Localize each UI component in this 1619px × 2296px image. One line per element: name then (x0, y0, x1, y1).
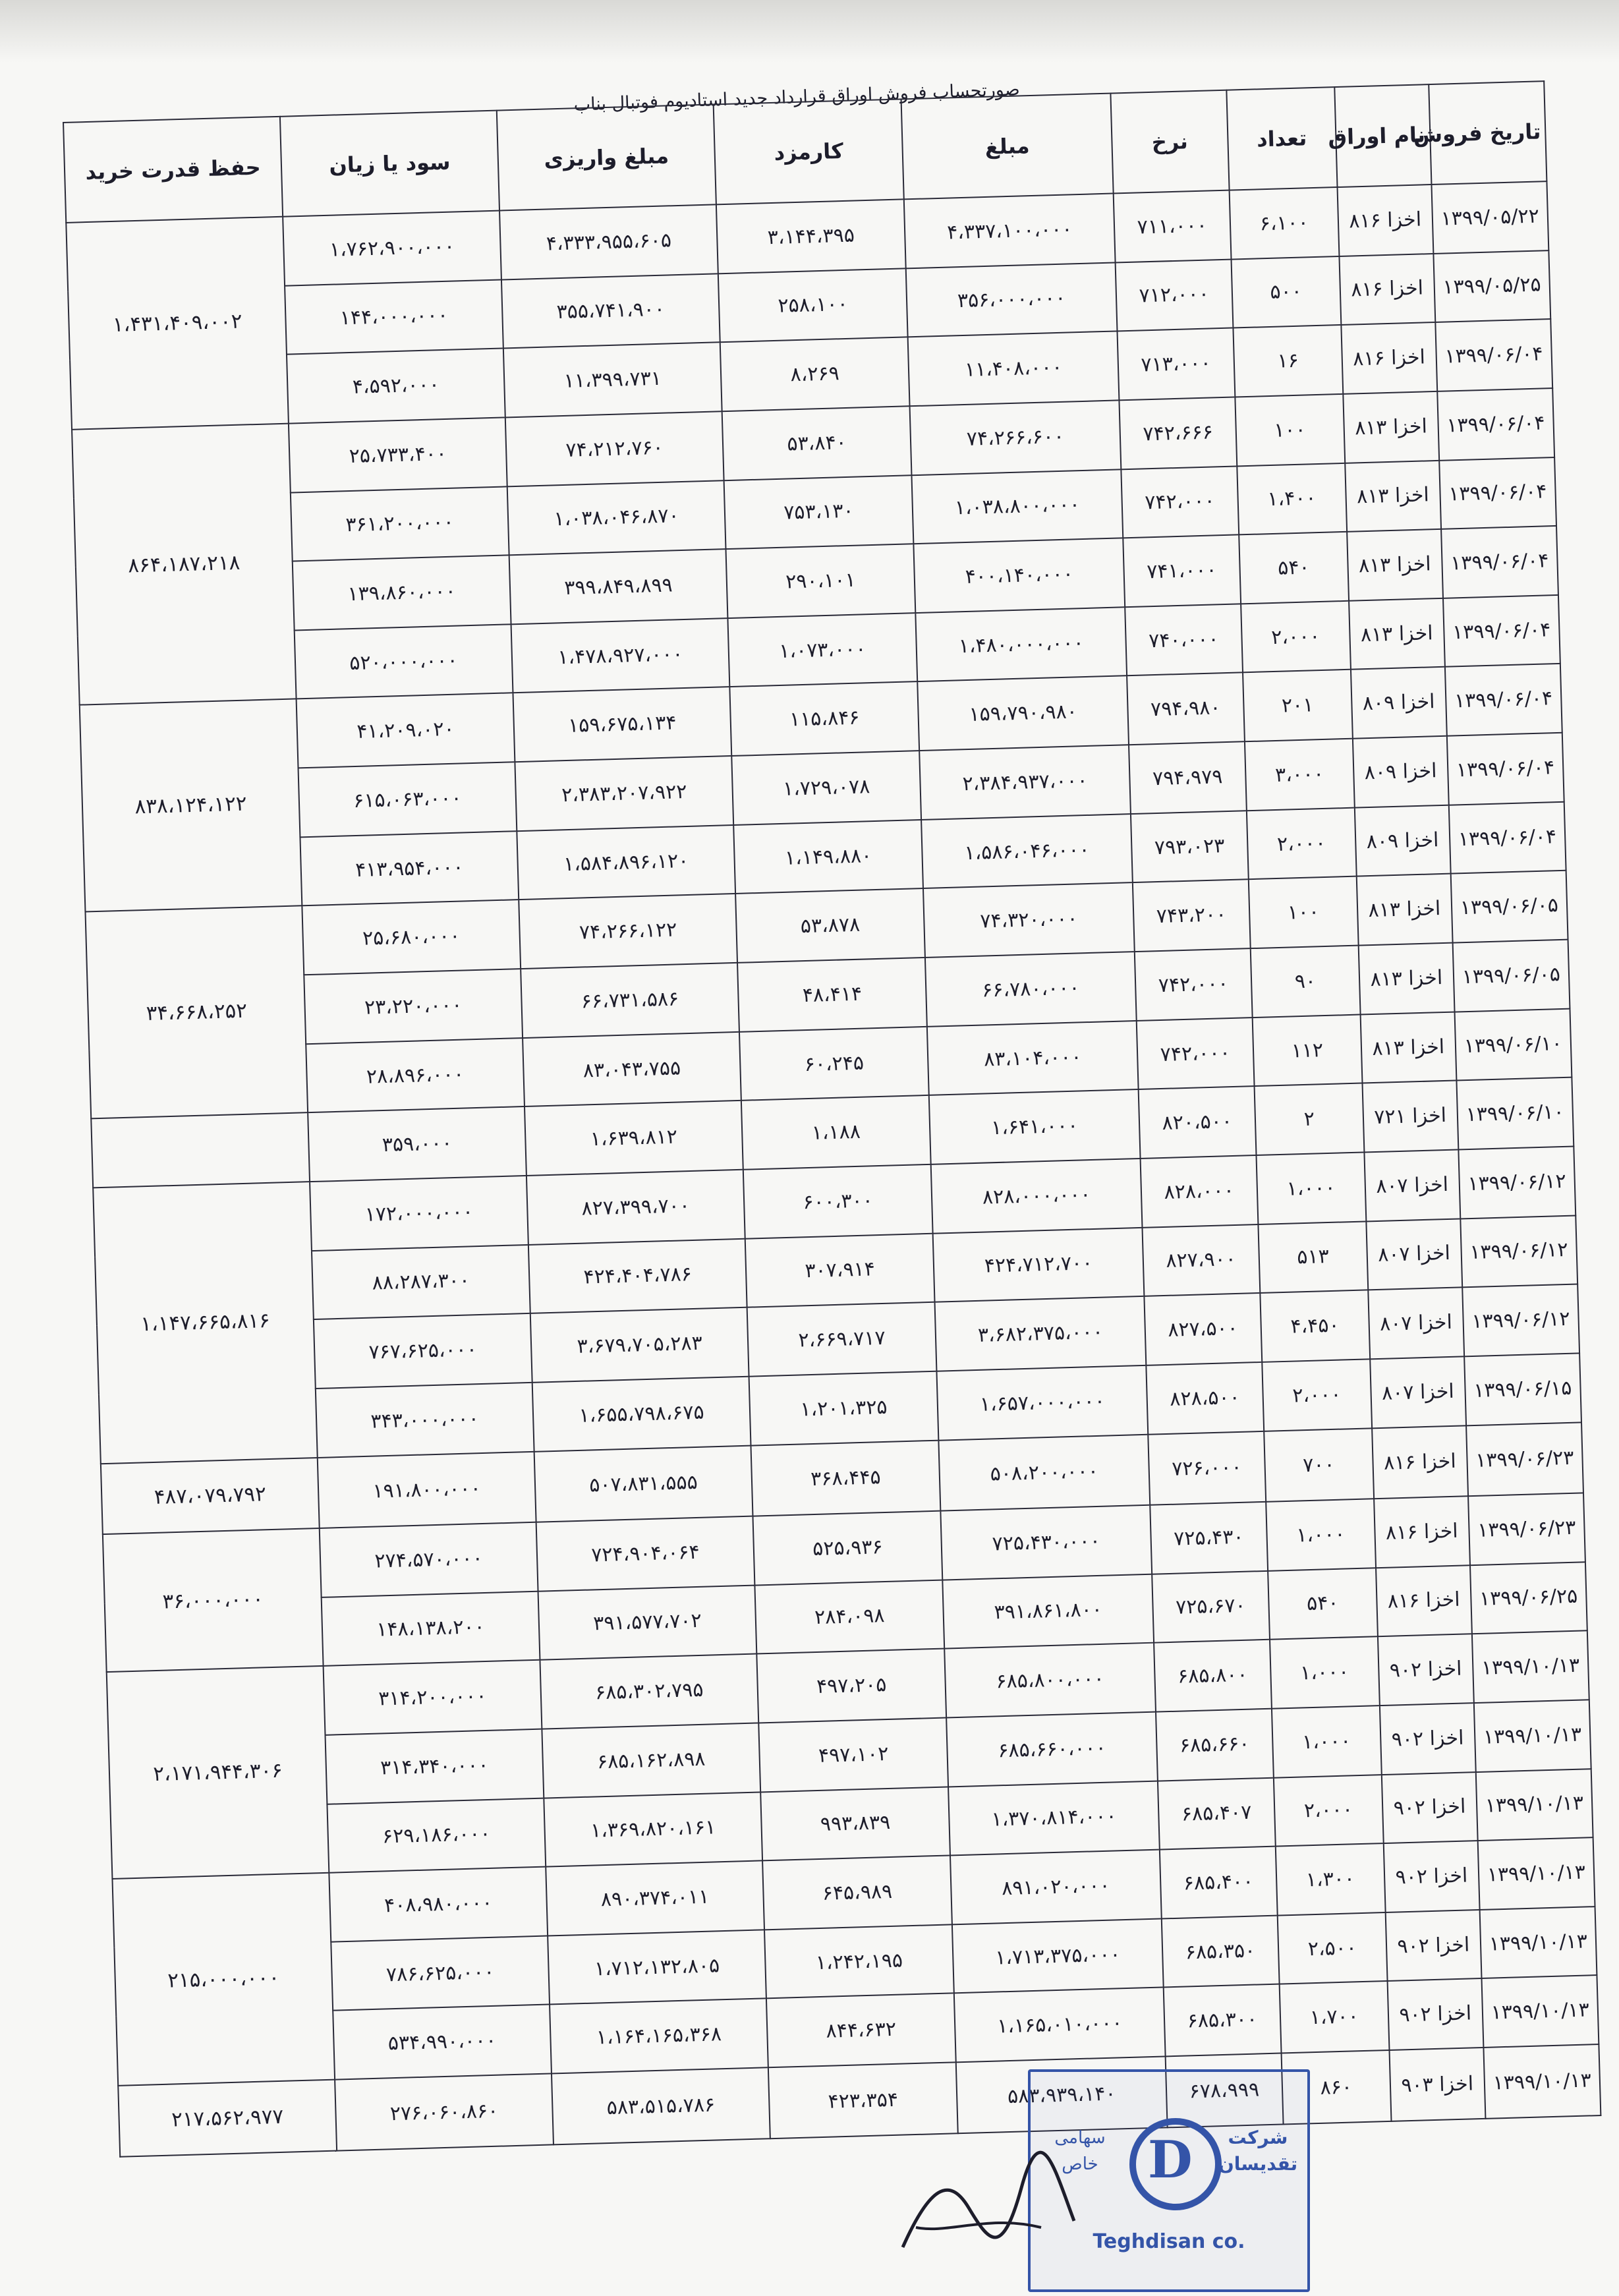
cell-amount: ۷۴،۳۲۰،۰۰۰ (923, 883, 1135, 958)
cell-date: ۱۳۹۹/۱۰/۱۳ (1481, 1976, 1599, 2048)
cell-count: ۱۰۰ (1235, 394, 1345, 466)
cell-date: ۱۳۹۹/۰۶/۰۵ (1450, 871, 1568, 942)
cell-amount: ۴۰۰،۱۴۰،۰۰۰ (913, 538, 1125, 613)
cell-rate: ۷۹۴،۹۸۰ (1127, 673, 1244, 745)
cell-fee: ۴۹۷،۱۰۲ (758, 1717, 948, 1792)
cell-date: ۱۳۹۹/۰۶/۰۴ (1437, 388, 1554, 460)
cell-count: ۲،۰۰۰ (1246, 807, 1356, 879)
cell-rate: ۷۱۳،۰۰۰ (1118, 328, 1235, 400)
cell-date: ۱۳۹۹/۰۵/۲۵ (1433, 250, 1550, 322)
cell-count: ۵۰۰ (1231, 256, 1341, 328)
cell-fee: ۵۲۵،۹۳۶ (753, 1511, 942, 1586)
cell-name: اخزا ۸۱۶ (1338, 185, 1433, 256)
cell-date: ۱۳۹۹/۰۶/۲۳ (1466, 1422, 1583, 1496)
cell-deposit: ۷۲۴،۹۰۴،۰۶۴ (536, 1516, 755, 1592)
cell-date: ۱۳۹۹/۰۵/۲۲ (1431, 181, 1548, 253)
cell-amount: ۸۳،۱۰۴،۰۰۰ (927, 1021, 1139, 1095)
cell-deposit: ۸۳،۰۴۳،۷۵۵ (523, 1032, 741, 1107)
header-name: نام اوراق (1334, 84, 1431, 187)
cell-date: ۱۳۹۹/۰۶/۰۴ (1439, 457, 1556, 529)
cell-name: اخزا ۸۱۶ (1341, 322, 1436, 394)
cell-profit: ۴،۵۹۲،۰۰۰ (287, 349, 505, 424)
document-title: صورتحساب فروش اوراق قرارداد جدید استادیوم فوتبال بناب (573, 79, 1021, 115)
table-body (66, 181, 1601, 2157)
cell-reserve: ۱،۴۳۱،۴۰۹،۰۰۲ (66, 217, 289, 430)
cell-profit: ۳۴۳،۰۰۰،۰۰۰ (316, 1383, 534, 1458)
cell-rate: ۷۴۱،۰۰۰ (1123, 535, 1240, 607)
cell-profit: ۶۲۹،۱۸۶،۰۰۰ (327, 1798, 546, 1873)
cell-date: ۱۳۹۹/۰۶/۱۲ (1458, 1147, 1576, 1219)
cell-deposit: ۳۹۹،۸۴۹،۸۹۹ (509, 549, 728, 624)
cell-rate: ۷۴۳،۲۰۰ (1133, 880, 1250, 952)
cell-fee: ۲۸۴،۰۹۸ (754, 1580, 944, 1654)
cell-name: اخزا ۸۱۳ (1349, 598, 1444, 670)
cell-name: اخزا ۸۱۳ (1345, 460, 1440, 532)
cell-fee: ۱۱۵،۸۴۶ (729, 682, 919, 757)
cell-profit: ۱،۷۶۲،۹۰۰،۰۰۰ (283, 211, 501, 286)
cell-fee: ۱،۰۷۳،۰۰۰ (727, 613, 917, 687)
cell-fee: ۷۵۳،۱۳۰ (724, 475, 914, 550)
cell-date: ۱۳۹۹/۰۶/۱۵ (1464, 1353, 1581, 1425)
cell-profit: ۱۳۹،۸۶۰،۰۰۰ (293, 556, 511, 631)
cell-amount: ۸۹۱،۰۲۰،۰۰۰ (950, 1850, 1162, 1924)
cell-deposit: ۸۹۰،۳۷۴،۰۱۱ (546, 1861, 764, 1936)
header-profit: سود یا زیان (280, 111, 499, 217)
cell-profit: ۷۸۶،۶۲۵،۰۰۰ (331, 1936, 550, 2011)
cell-rate: ۶۸۵،۸۰۰ (1154, 1640, 1271, 1711)
cell-rate: ۸۲۸،۵۰۰ (1146, 1362, 1263, 1434)
cell-rate: ۷۹۳،۰۲۳ (1131, 811, 1248, 882)
cell-amount: ۱،۶۴۱،۰۰۰ (929, 1089, 1141, 1164)
cell-name: اخزا ۸۰۷ (1370, 1356, 1465, 1428)
cell-rate: ۷۲۵،۶۷۰ (1152, 1570, 1269, 1642)
cell-rate: ۷۴۲،۰۰۰ (1137, 1018, 1254, 1089)
cell-deposit: ۲،۳۸۳،۲۰۷،۹۲۲ (515, 756, 733, 831)
cell-date: ۱۳۹۹/۰۶/۱۰ (1454, 1008, 1572, 1080)
cell-fee: ۱،۲۴۲،۱۹۵ (764, 1924, 954, 1999)
cell-profit: ۳۶۱،۲۰۰،۰۰۰ (291, 486, 509, 561)
cell-profit: ۴۱۳،۹۵۴،۰۰۰ (300, 831, 519, 906)
cell-fee: ۱،۷۲۹،۰۷۸ (731, 751, 921, 825)
cell-name: اخزا ۹۰۲ (1384, 1841, 1479, 1912)
cell-amount: ۵۸۳،۹۳۹،۱۴۰ (956, 2057, 1168, 2134)
cell-name: اخزا ۸۰۷ (1366, 1219, 1462, 1290)
cell-profit: ۱۴۸،۱۳۸،۲۰۰ (322, 1591, 540, 1666)
cell-amount: ۱،۱۶۵،۰۱۰،۰۰۰ (954, 1988, 1166, 2062)
cell-count: ۱۰۰ (1248, 876, 1358, 948)
cell-amount: ۳۵۶،۰۰۰،۰۰۰ (906, 262, 1118, 337)
cell-name: اخزا ۸۱۳ (1347, 529, 1442, 601)
cell-count: ۵۴۰ (1239, 532, 1349, 604)
cell-rate: ۶۸۵،۶۶۰ (1156, 1709, 1273, 1781)
cell-amount: ۱۱،۴۰۸،۰۰۰ (908, 331, 1120, 406)
cell-deposit: ۱،۴۷۸،۹۲۷،۰۰۰ (511, 618, 730, 693)
cell-date: ۱۳۹۹/۰۶/۰۴ (1435, 319, 1552, 391)
cell-date: ۱۳۹۹/۰۶/۱۲ (1462, 1284, 1579, 1356)
cell-rate: ۸۲۷،۵۰۰ (1144, 1293, 1261, 1365)
cell-amount: ۷۲۵،۴۳۰،۰۰۰ (940, 1505, 1152, 1580)
header-amount: مبلغ (901, 94, 1114, 200)
cell-count: ۴،۴۵۰ (1260, 1290, 1370, 1362)
cell-date: ۱۳۹۹/۱۰/۱۳ (1477, 1837, 1595, 1909)
cell-deposit: ۱،۳۶۹،۸۲۰،۱۶۱ (544, 1792, 762, 1867)
cell-fee: ۶۰۰،۳۰۰ (743, 1164, 933, 1239)
cell-fee: ۴۹۷،۲۰۵ (756, 1649, 946, 1723)
header-rate: نرخ (1110, 90, 1229, 194)
cell-count: ۷۰۰ (1264, 1428, 1374, 1502)
cell-deposit: ۶۶،۷۳۱،۵۸۶ (521, 963, 739, 1038)
cell-rate: ۸۲۷،۹۰۰ (1143, 1224, 1260, 1296)
stamp-company-en: Teghdisan co. (1093, 2230, 1245, 2253)
cell-deposit: ۵۸۳،۵۱۵،۷۸۶ (552, 2067, 770, 2144)
cell-deposit: ۱۵۹،۶۷۵،۱۳۴ (513, 687, 731, 762)
cell-count: ۲،۰۰۰ (1273, 1775, 1383, 1847)
cell-fee: ۶۴۵،۹۸۹ (762, 1856, 952, 1930)
cell-deposit: ۱۱،۳۹۹،۷۳۱ (503, 343, 722, 418)
cell-reserve (91, 1113, 310, 1188)
cell-rate: ۶۸۵،۳۰۰ (1164, 1984, 1281, 2056)
cell-amount: ۶۶،۷۸۰،۰۰۰ (925, 952, 1137, 1026)
cell-profit: ۲۵،۶۸۰،۰۰۰ (302, 900, 521, 975)
cell-rate: ۸۲۰،۵۰۰ (1139, 1086, 1256, 1158)
cell-count: ۱،۰۰۰ (1256, 1152, 1366, 1224)
cell-amount: ۶۸۵،۸۰۰،۰۰۰ (944, 1643, 1156, 1717)
cell-name: اخزا ۹۰۲ (1380, 1703, 1475, 1775)
cell-fee: ۶۰،۲۴۵ (739, 1027, 929, 1101)
cell-name: اخزا ۹۰۲ (1382, 1772, 1477, 1844)
cell-amount: ۱،۴۸۰،۰۰۰،۰۰۰ (915, 607, 1127, 681)
cell-profit: ۳۱۴،۲۰۰،۰۰۰ (324, 1660, 542, 1735)
cell-amount: ۳۹۱،۸۶۱،۸۰۰ (942, 1574, 1154, 1648)
stamp-logo-letter: D (1148, 2130, 1193, 2190)
cell-deposit: ۳۵۵،۷۴۱،۹۰۰ (501, 273, 720, 349)
cell-rate: ۷۹۴،۹۷۹ (1129, 741, 1246, 813)
cell-deposit: ۱،۶۳۹،۸۱۲ (525, 1101, 743, 1176)
cell-fee: ۱،۱۴۹،۸۸۰ (733, 820, 923, 894)
cell-date: ۱۳۹۹/۱۰/۱۳ (1483, 2044, 1601, 2119)
cell-date: ۱۳۹۹/۰۶/۱۰ (1456, 1077, 1574, 1149)
cell-amount: ۱،۳۷۰،۸۱۴،۰۰۰ (948, 1781, 1160, 1855)
cell-profit: ۱۹۱،۸۰۰،۰۰۰ (318, 1451, 536, 1528)
cell-amount: ۴،۳۳۷،۱۰۰،۰۰۰ (904, 194, 1116, 268)
cell-deposit: ۱،۱۶۴،۱۶۵،۳۶۸ (550, 1999, 768, 2074)
cell-fee: ۲۹۰،۱۰۱ (725, 544, 915, 618)
cell-name: اخزا ۸۰۹ (1351, 667, 1446, 739)
cell-count: ۶،۱۰۰ (1229, 187, 1339, 259)
cell-date: ۱۳۹۹/۱۰/۱۳ (1475, 1769, 1593, 1841)
cell-date: ۱۳۹۹/۱۰/۱۳ (1479, 1907, 1597, 1978)
cell-profit: ۲۸،۸۹۶،۰۰۰ (306, 1038, 525, 1113)
cell-profit: ۵۳۴،۹۹۰،۰۰۰ (333, 2005, 552, 2080)
cell-rate: ۷۴۰،۰۰۰ (1125, 604, 1242, 675)
cell-reserve: ۳۴،۶۶۸،۲۵۲ (85, 906, 308, 1119)
cell-rate: ۷۱۲،۰۰۰ (1116, 259, 1233, 331)
cell-fee: ۱،۱۸۸ (741, 1095, 931, 1170)
cell-profit: ۱۷۲،۰۰۰،۰۰۰ (310, 1176, 528, 1251)
cell-fee: ۴۸،۴۱۴ (737, 958, 927, 1032)
cell-name: اخزا ۸۱۳ (1361, 1012, 1456, 1083)
cell-amount: ۵۰۸،۲۰۰،۰۰۰ (938, 1434, 1150, 1510)
cell-name: اخزا ۹۰۳ (1389, 2048, 1485, 2121)
cell-count: ۱،۰۰۰ (1266, 1499, 1376, 1570)
cell-amount: ۸۲۸،۰۰۰،۰۰۰ (931, 1159, 1143, 1233)
cell-rate: ۷۲۵،۴۳۰ (1150, 1502, 1267, 1574)
cell-rate: ۷۴۲،۶۶۶ (1119, 397, 1236, 469)
cell-name: اخزا ۸۰۹ (1355, 805, 1450, 876)
cell-count: ۲۰۱ (1243, 670, 1353, 741)
cell-fee: ۹۹۳،۸۳۹ (760, 1787, 950, 1861)
cell-profit: ۵۲۰،۰۰۰،۰۰۰ (295, 624, 513, 699)
cell-date: ۱۳۹۹/۰۶/۲۵ (1470, 1562, 1587, 1634)
cell-fee: ۲،۶۶۹،۷۱۷ (747, 1302, 937, 1377)
cell-rate: ۶۸۵،۳۵۰ (1162, 1915, 1279, 1987)
cell-deposit: ۶۸۵،۱۶۲،۸۹۸ (542, 1723, 760, 1798)
cell-count: ۸۶۰ (1281, 2050, 1391, 2124)
cell-deposit: ۴،۳۳۳،۹۵۵،۶۰۵ (499, 204, 718, 279)
cell-name: اخزا ۸۱۶ (1339, 254, 1434, 326)
cell-rate: ۶۸۵،۴۰۰ (1160, 1847, 1277, 1918)
cell-count: ۵۱۳ (1258, 1221, 1368, 1293)
cell-deposit: ۳،۶۷۹،۷۰۵،۲۸۳ (530, 1307, 749, 1383)
cell-fee: ۱،۲۰۱،۳۲۵ (749, 1371, 939, 1446)
cell-fee: ۳۶۸،۴۴۵ (751, 1440, 940, 1516)
cell-amount: ۷۴،۲۶۶،۶۰۰ (910, 400, 1122, 474)
cell-rate: ۷۴۲،۰۰۰ (1135, 948, 1252, 1020)
cell-name: اخزا ۹۰۲ (1386, 1910, 1481, 1982)
cell-rate: ۷۱۱،۰۰۰ (1114, 190, 1231, 262)
cell-profit: ۲۷۶،۰۶۰،۸۶۰ (335, 2074, 554, 2151)
header-deposit: مبلغ واریزی (497, 104, 716, 210)
cell-deposit: ۵۰۷،۸۳۱،۵۵۵ (534, 1445, 753, 1522)
cell-deposit: ۶۸۵،۳۰۲،۷۹۵ (540, 1654, 758, 1729)
cell-date: ۱۳۹۹/۰۶/۲۳ (1468, 1493, 1585, 1564)
cell-amount: ۱،۶۵۷،۰۰۰،۰۰۰ (937, 1365, 1149, 1440)
cell-profit: ۲۵،۷۳۳،۴۰۰ (289, 417, 507, 492)
cell-profit: ۴۰۸،۹۸۰،۰۰۰ (329, 1867, 548, 1942)
header-date: تاریخ فروش (1429, 81, 1547, 185)
cell-count: ۵۴۰ (1268, 1568, 1378, 1640)
cell-name: اخزا ۸۱۳ (1359, 943, 1454, 1015)
cell-rate: ۶۷۸،۹۹۹ (1166, 2053, 1283, 2128)
cell-profit: ۷۶۷،۶۲۵،۰۰۰ (314, 1313, 532, 1389)
cell-amount: ۶۸۵،۶۶۰،۰۰۰ (946, 1712, 1158, 1787)
cell-count: ۱،۴۰۰ (1237, 463, 1347, 534)
cell-amount: ۱،۰۳۸،۸۰۰،۰۰۰ (912, 469, 1123, 544)
cell-name: اخزا ۸۰۷ (1368, 1288, 1463, 1360)
cell-count: ۳،۰۰۰ (1244, 739, 1354, 811)
cell-deposit: ۴۲۴،۴۰۴،۷۸۶ (528, 1238, 747, 1313)
cell-amount: ۳،۶۸۲،۳۷۵،۰۰۰ (935, 1296, 1147, 1371)
cell-fee: ۵۳،۸۴۰ (722, 406, 912, 480)
sales-ledger-table (63, 80, 1601, 2158)
cell-profit: ۶۱۵،۰۶۳،۰۰۰ (298, 762, 517, 837)
cell-profit: ۱۴۴،۰۰۰،۰۰۰ (285, 279, 503, 355)
cell-date: ۱۳۹۹/۰۶/۱۲ (1460, 1215, 1577, 1287)
cell-date: ۱۳۹۹/۱۰/۱۳ (1471, 1631, 1589, 1703)
cell-profit: ۸۸،۲۸۷،۳۰۰ (312, 1245, 530, 1320)
cell-date: ۱۳۹۹/۰۶/۰۴ (1441, 526, 1558, 598)
cell-deposit: ۸۲۷،۳۹۹،۷۰۰ (526, 1170, 745, 1245)
stamp-subtitle-fa: سهامی خاص (1054, 2128, 1106, 2174)
cell-date: ۱۳۹۹/۰۶/۰۴ (1444, 664, 1562, 735)
cell-date: ۱۳۹۹/۰۶/۰۴ (1448, 802, 1566, 874)
cell-count: ۲،۰۰۰ (1262, 1359, 1372, 1431)
cell-name: اخزا ۷۲۱ (1363, 1081, 1458, 1153)
cell-date: ۱۳۹۹/۰۶/۰۵ (1452, 940, 1570, 1012)
cell-count: ۱۶ (1233, 325, 1343, 397)
cell-name: اخزا ۸۱۳ (1343, 391, 1438, 463)
cell-reserve: ۲،۱۷۱،۹۴۴،۳۰۶ (107, 1666, 329, 1879)
cell-fee: ۸۴۴،۶۳۲ (766, 1994, 956, 2068)
cell-amount: ۲،۳۸۴،۹۳۷،۰۰۰ (919, 745, 1131, 819)
cell-count: ۱،۰۰۰ (1270, 1636, 1380, 1708)
cell-name: اخزا ۸۱۶ (1374, 1496, 1469, 1568)
cell-name: اخزا ۹۰۲ (1388, 1978, 1483, 2050)
cell-deposit: ۱،۵۸۴،۸۹۶،۱۲۰ (517, 825, 735, 900)
cell-deposit: ۱،۷۱۲،۱۳۲،۸۰۵ (548, 1930, 766, 2005)
cell-name: اخزا ۸۰۹ (1353, 736, 1448, 808)
signature-scribble (890, 2148, 1087, 2280)
cell-fee: ۸،۲۶۹ (720, 337, 910, 412)
cell-reserve: ۸۶۴،۱۸۷،۲۱۸ (72, 424, 297, 706)
cell-deposit: ۳۹۱،۵۷۷،۷۰۲ (538, 1585, 757, 1660)
cell-fee: ۵۳،۸۷۸ (735, 888, 925, 963)
cell-rate: ۷۴۲،۰۰۰ (1121, 466, 1238, 538)
cell-deposit: ۱،۰۳۸،۰۴۶،۸۷۰ (507, 480, 726, 556)
cell-deposit: ۱،۶۵۵،۷۹۸،۶۷۵ (532, 1377, 751, 1452)
header-count: تعداد (1226, 87, 1338, 190)
cell-name: اخزا ۸۰۷ (1364, 1149, 1460, 1221)
cell-fee: ۲۵۸،۱۰۰ (718, 268, 908, 343)
scan-paper-edge (0, 0, 1619, 63)
cell-count: ۱،۰۰۰ (1271, 1706, 1381, 1777)
cell-reserve: ۳۶،۰۰۰،۰۰۰ (103, 1528, 324, 1672)
cell-count: ۲ (1254, 1083, 1364, 1155)
cell-fee: ۴۲۳،۳۵۴ (768, 2062, 958, 2138)
cell-rate: ۷۲۶،۰۰۰ (1148, 1431, 1265, 1505)
cell-reserve: ۴۸۷،۰۷۹،۷۹۲ (101, 1458, 320, 1535)
ledger-table-wrapper (63, 80, 1601, 2158)
cell-date: ۱۳۹۹/۰۶/۰۴ (1446, 733, 1564, 805)
cell-reserve: ۲۱۵،۰۰۰،۰۰۰ (112, 1873, 335, 2086)
cell-fee: ۳۰۷،۹۱۴ (745, 1233, 935, 1307)
cell-reserve: ۱،۱۴۷،۶۶۵،۸۱۶ (93, 1182, 318, 1464)
cell-amount: ۴۲۴،۷۱۲،۷۰۰ (933, 1228, 1145, 1302)
cell-profit: ۳۵۹،۰۰۰ (308, 1106, 526, 1182)
cell-profit: ۲۷۴،۵۷۰،۰۰۰ (320, 1522, 538, 1597)
cell-date: ۱۳۹۹/۱۰/۱۳ (1473, 1700, 1591, 1771)
cell-name: اخزا ۸۱۶ (1376, 1565, 1471, 1637)
cell-profit: ۳۱۴،۳۴۰،۰۰۰ (326, 1729, 544, 1804)
cell-count: ۱،۷۰۰ (1279, 1981, 1389, 2053)
cell-amount: ۱،۵۸۶،۰۴۶،۰۰۰ (921, 814, 1133, 888)
cell-name: اخزا ۸۱۳ (1357, 874, 1452, 946)
cell-reserve: ۸۳۸،۱۲۴،۱۲۲ (80, 699, 302, 912)
cell-name: اخزا ۹۰۲ (1378, 1634, 1473, 1706)
cell-deposit: ۷۴،۲۱۲،۷۶۰ (505, 411, 724, 486)
stamp-company-fa: شرکت تقدیسان (1218, 2127, 1298, 2175)
cell-count: ۲،۵۰۰ (1277, 1912, 1387, 1984)
cell-count: ۹۰ (1250, 946, 1360, 1018)
cell-name: اخزا ۸۱۶ (1372, 1425, 1467, 1499)
cell-rate: ۸۲۸،۰۰۰ (1141, 1155, 1258, 1227)
cell-count: ۲،۰۰۰ (1241, 601, 1351, 673)
cell-amount: ۱،۷۱۳،۳۷۵،۰۰۰ (952, 1918, 1164, 1993)
cell-deposit: ۷۴،۲۶۶،۱۲۲ (519, 894, 737, 969)
header-fee: کارمزد (714, 99, 904, 204)
cell-profit: ۲۳،۲۲۰،۰۰۰ (304, 969, 523, 1044)
header-reserve: حفظ قدرت خرید (63, 117, 283, 223)
cell-fee: ۳،۱۴۴،۳۹۵ (716, 199, 906, 273)
cell-profit: ۴۱،۲۰۹،۰۲۰ (297, 693, 515, 768)
cell-count: ۱،۳۰۰ (1275, 1843, 1385, 1915)
cell-amount: ۱۵۹،۷۹۰،۹۸۰ (917, 676, 1129, 751)
cell-rate: ۶۸۵،۴۰۷ (1158, 1777, 1275, 1849)
cell-count: ۱۱۲ (1252, 1014, 1362, 1086)
cell-date: ۱۳۹۹/۰۶/۰۴ (1443, 595, 1560, 667)
cell-reserve: ۲۱۷،۵۶۲،۹۷۷ (118, 2080, 337, 2157)
